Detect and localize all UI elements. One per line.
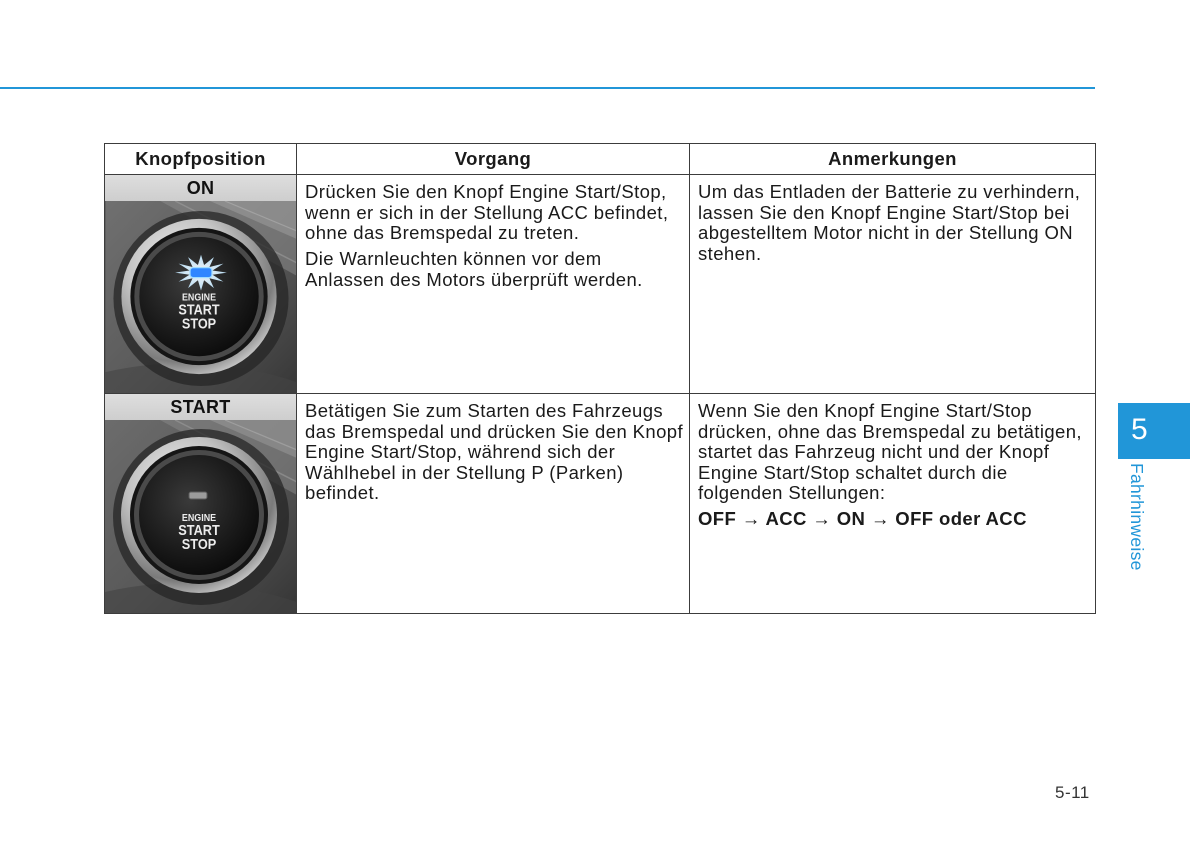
text-line: lassen Sie den Knopf Engine Start/Stop bei — [698, 201, 1070, 223]
button-positions-table — [104, 143, 1096, 614]
text-line: folgenden Stellungen: — [698, 482, 886, 503]
position-label: START — [105, 394, 296, 420]
notes-paragraph — [698, 182, 1092, 264]
table-row — [105, 394, 1096, 614]
position-cell — [105, 394, 297, 614]
notes-cell — [690, 394, 1096, 614]
text-line: ohne das Bremspedal zu treten. — [305, 222, 580, 243]
text-line: drücken, ohne das Bremspedal zu betätigen, — [698, 420, 1082, 442]
notes-paragraph — [698, 401, 1092, 504]
button-text-engine: ENGINE — [181, 291, 217, 304]
text-line: das Bremspedal und drücken Sie den Knopf — [305, 420, 684, 442]
text-line: Anlassen des Motors überprüft werden. — [305, 268, 643, 290]
engine-start-stop-button-image — [105, 201, 296, 393]
engine-start-stop-button-image — [105, 420, 296, 613]
position-label: ON — [105, 175, 296, 201]
procedure-cell — [297, 394, 690, 614]
chapter-number: 5 — [1131, 413, 1148, 446]
text-line: OFF → ACC → ON → OFF oder ACC — [698, 508, 1027, 529]
text-line: Drücken Sie den Knopf Engine Start/Stop, — [305, 181, 667, 202]
position-cell — [105, 175, 297, 394]
table-row — [105, 175, 1096, 394]
button-text-start: START — [178, 300, 220, 318]
table-header-row — [105, 144, 1096, 175]
text-line: Wählhebel in der Stellung P (Parken) — [305, 461, 624, 483]
text-line: abgestelltem Motor nicht in der Stellung ON — [698, 222, 1074, 243]
button-text-stop: STOP — [181, 314, 217, 332]
position-sequence — [698, 509, 1092, 530]
indicator-light — [189, 492, 207, 499]
header-rule — [0, 87, 1095, 89]
notes-cell — [690, 175, 1096, 394]
text-line: Engine Start/Stop schaltet durch die — [698, 461, 1008, 483]
procedure-paragraph — [305, 249, 686, 290]
procedure-paragraph — [305, 182, 686, 244]
header-procedure: Vorgang — [297, 144, 690, 175]
button-text-engine: ENGINE — [181, 512, 217, 525]
text-line: Engine Start/Stop, während sich der — [305, 441, 616, 462]
button-text-stop: STOP — [181, 534, 217, 553]
procedure-paragraph — [305, 401, 686, 504]
procedure-cell — [297, 175, 690, 394]
indicator-light — [190, 268, 212, 278]
text-line: Die Warnleuchten können vor dem — [305, 248, 602, 269]
text-line: Betätigen Sie zum Starten des Fahrzeugs — [305, 400, 664, 421]
text-line: startet das Fahrzeug nicht und der Knopf — [698, 441, 1050, 462]
text-line: wenn er sich in der Stellung ACC befindet, — [305, 201, 669, 223]
header-position: Knopfposition — [105, 144, 297, 175]
text-line: befindet. — [305, 482, 380, 503]
chapter-title: Fahrhinweise — [1127, 463, 1147, 571]
button-text-start: START — [178, 520, 220, 539]
text-line: Um das Entladen der Batterie zu verhindern, — [698, 181, 1081, 202]
header-notes: Anmerkungen — [690, 144, 1096, 175]
page-number: 5-11 — [1055, 783, 1090, 802]
chapter-tab — [1118, 403, 1190, 459]
text-line: Wenn Sie den Knopf Engine Start/Stop — [698, 400, 1032, 421]
text-line: stehen. — [698, 242, 762, 264]
